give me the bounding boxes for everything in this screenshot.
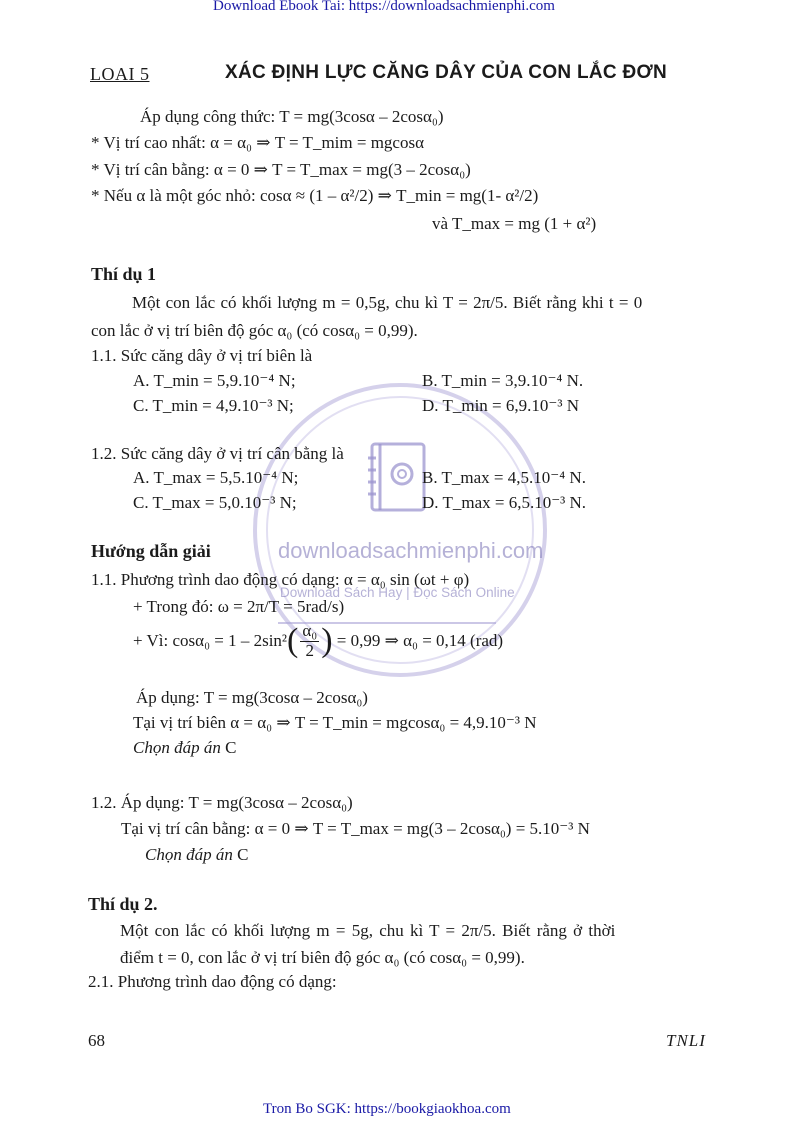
solution-1-2-answer (145, 845, 248, 865)
publisher-mark: TNLI (666, 1031, 706, 1050)
theory-highest: * Vị trí cao nhất: α = α₀ ⇒ T = T_mim = mgcosα (91, 133, 424, 152)
solution-heading: Hướng dẫn giải (91, 541, 211, 561)
section-label: LOAI 5 (90, 64, 150, 84)
q2-option-c: C. T_max = 5,0.10⁻³ N; (133, 493, 297, 512)
paren-right: ) (321, 622, 333, 660)
fraction-numerator: α₀ (302, 621, 318, 640)
section-title: XÁC ĐỊNH LỰC CĂNG DÂY CỦA CON LẮC ĐƠN (225, 62, 668, 83)
solution-1-1-edge: Tại vị trí biên α = α₀ ⇒ T = T_min = mgcosα₀ = 4,9.10⁻³ N (133, 713, 537, 732)
example1-q1: 1.1. Sức căng dây ở vị trí biên là (91, 346, 313, 365)
fraction-denominator: 2 (305, 640, 315, 660)
theory-small-angle: * Nếu α là một góc nhỏ: cosα ≈ (1 – α²/2) ⇒ T_min = mg(1- α²/2) (91, 186, 539, 205)
solution-1-2-equilibrium: Tại vị trí cân bằng: α = 0 ⇒ T = T_max = mg(3 – 2cosα₀) = 5.10⁻³ N (121, 819, 590, 838)
q1-option-c: C. T_min = 4,9.10⁻³ N; (133, 396, 294, 415)
example2-heading: Thí dụ 2. (88, 894, 158, 914)
example2-line2: điểm t = 0, con lắc ở vị trí biên độ góc α₀ (có cosα₀ = 0,99). (120, 948, 525, 967)
q2-option-d: D. T_max = 6,5.10⁻³ N. (422, 493, 587, 512)
q2-option-b: B. T_max = 4,5.10⁻⁴ N. (422, 468, 586, 487)
footer-sgk-link[interactable]: Tron Bo SGK: https://bookgiaokhoa.com (263, 1101, 511, 1117)
fraction (300, 622, 319, 660)
watermark-tagline: Download Sách Hay | Đọc Sách Online (280, 585, 515, 600)
example1-line2: con lắc ở vị trí biên độ góc α₀ (có cosα₀ = 0,99). (91, 321, 418, 340)
cos-post: = 0,99 ⇒ α₀ = 0,14 (rad) (336, 631, 504, 651)
example1-line1: Một con lắc có khối lượng m = 0,5g, chu kì T = 2π/5. Biết rằng khi t = 0 (132, 293, 643, 312)
solution-1-1: 1.1. Phương trình dao động có dạng: α = α₀ sin (ωt + φ) (91, 570, 470, 589)
theory-formula: Áp dụng công thức: T = mg(3cosα – 2cosα₀) (140, 107, 444, 126)
q1-option-b: B. T_min = 3,9.10⁻⁴ N. (422, 371, 584, 390)
answer-choice: C (237, 845, 249, 864)
watermark-site: downloadsachmienphi.com (278, 538, 544, 563)
answer-label: Chọn đáp án (133, 738, 221, 757)
answer-label: Chọn đáp án (145, 845, 233, 864)
example1-heading: Thí dụ 1 (91, 264, 157, 284)
solution-1-1-answer (133, 738, 236, 758)
page-number: 68 (88, 1031, 105, 1050)
answer-choice: C (225, 738, 237, 757)
solution-1-1-omega: + Trong đó: ω = 2π/T = 5rad/s) (133, 597, 345, 616)
q1-option-a: A. T_min = 5,9.10⁻⁴ N; (133, 371, 296, 390)
q2-option-a: A. T_max = 5,5.10⁻⁴ N; (133, 468, 299, 487)
paren-left: ( (287, 622, 299, 660)
solution-1-1-apply: Áp dụng: T = mg(3cosα – 2cosα₀) (136, 688, 368, 707)
theory-small-angle-2: và T_max = mg (1 + α²) (432, 214, 597, 233)
example2-line1: Một con lắc có khối lượng m = 5g, chu kì T = 2π/5. Biết rằng ở thời (120, 921, 616, 940)
solution-1-1-cos (133, 622, 503, 660)
example1-q2: 1.2. Sức căng dây ở vị trí cân bằng là (91, 444, 344, 463)
q1-option-d: D. T_min = 6,9.10⁻³ N (422, 396, 579, 415)
cos-pre: + Vì: cosα₀ = 1 – 2sin² (133, 631, 288, 651)
example2-q1: 2.1. Phương trình dao động có dạng: (88, 972, 337, 991)
solution-1-2: 1.2. Áp dụng: T = mg(3cosα – 2cosα₀) (91, 793, 353, 812)
theory-equilibrium: * Vị trí cân bằng: α = 0 ⇒ T = T_max = mg(3 – 2cosα₀) (91, 160, 471, 179)
header-download-link[interactable]: Download Ebook Tai: https://downloadsachmienphi.com (213, 0, 555, 14)
